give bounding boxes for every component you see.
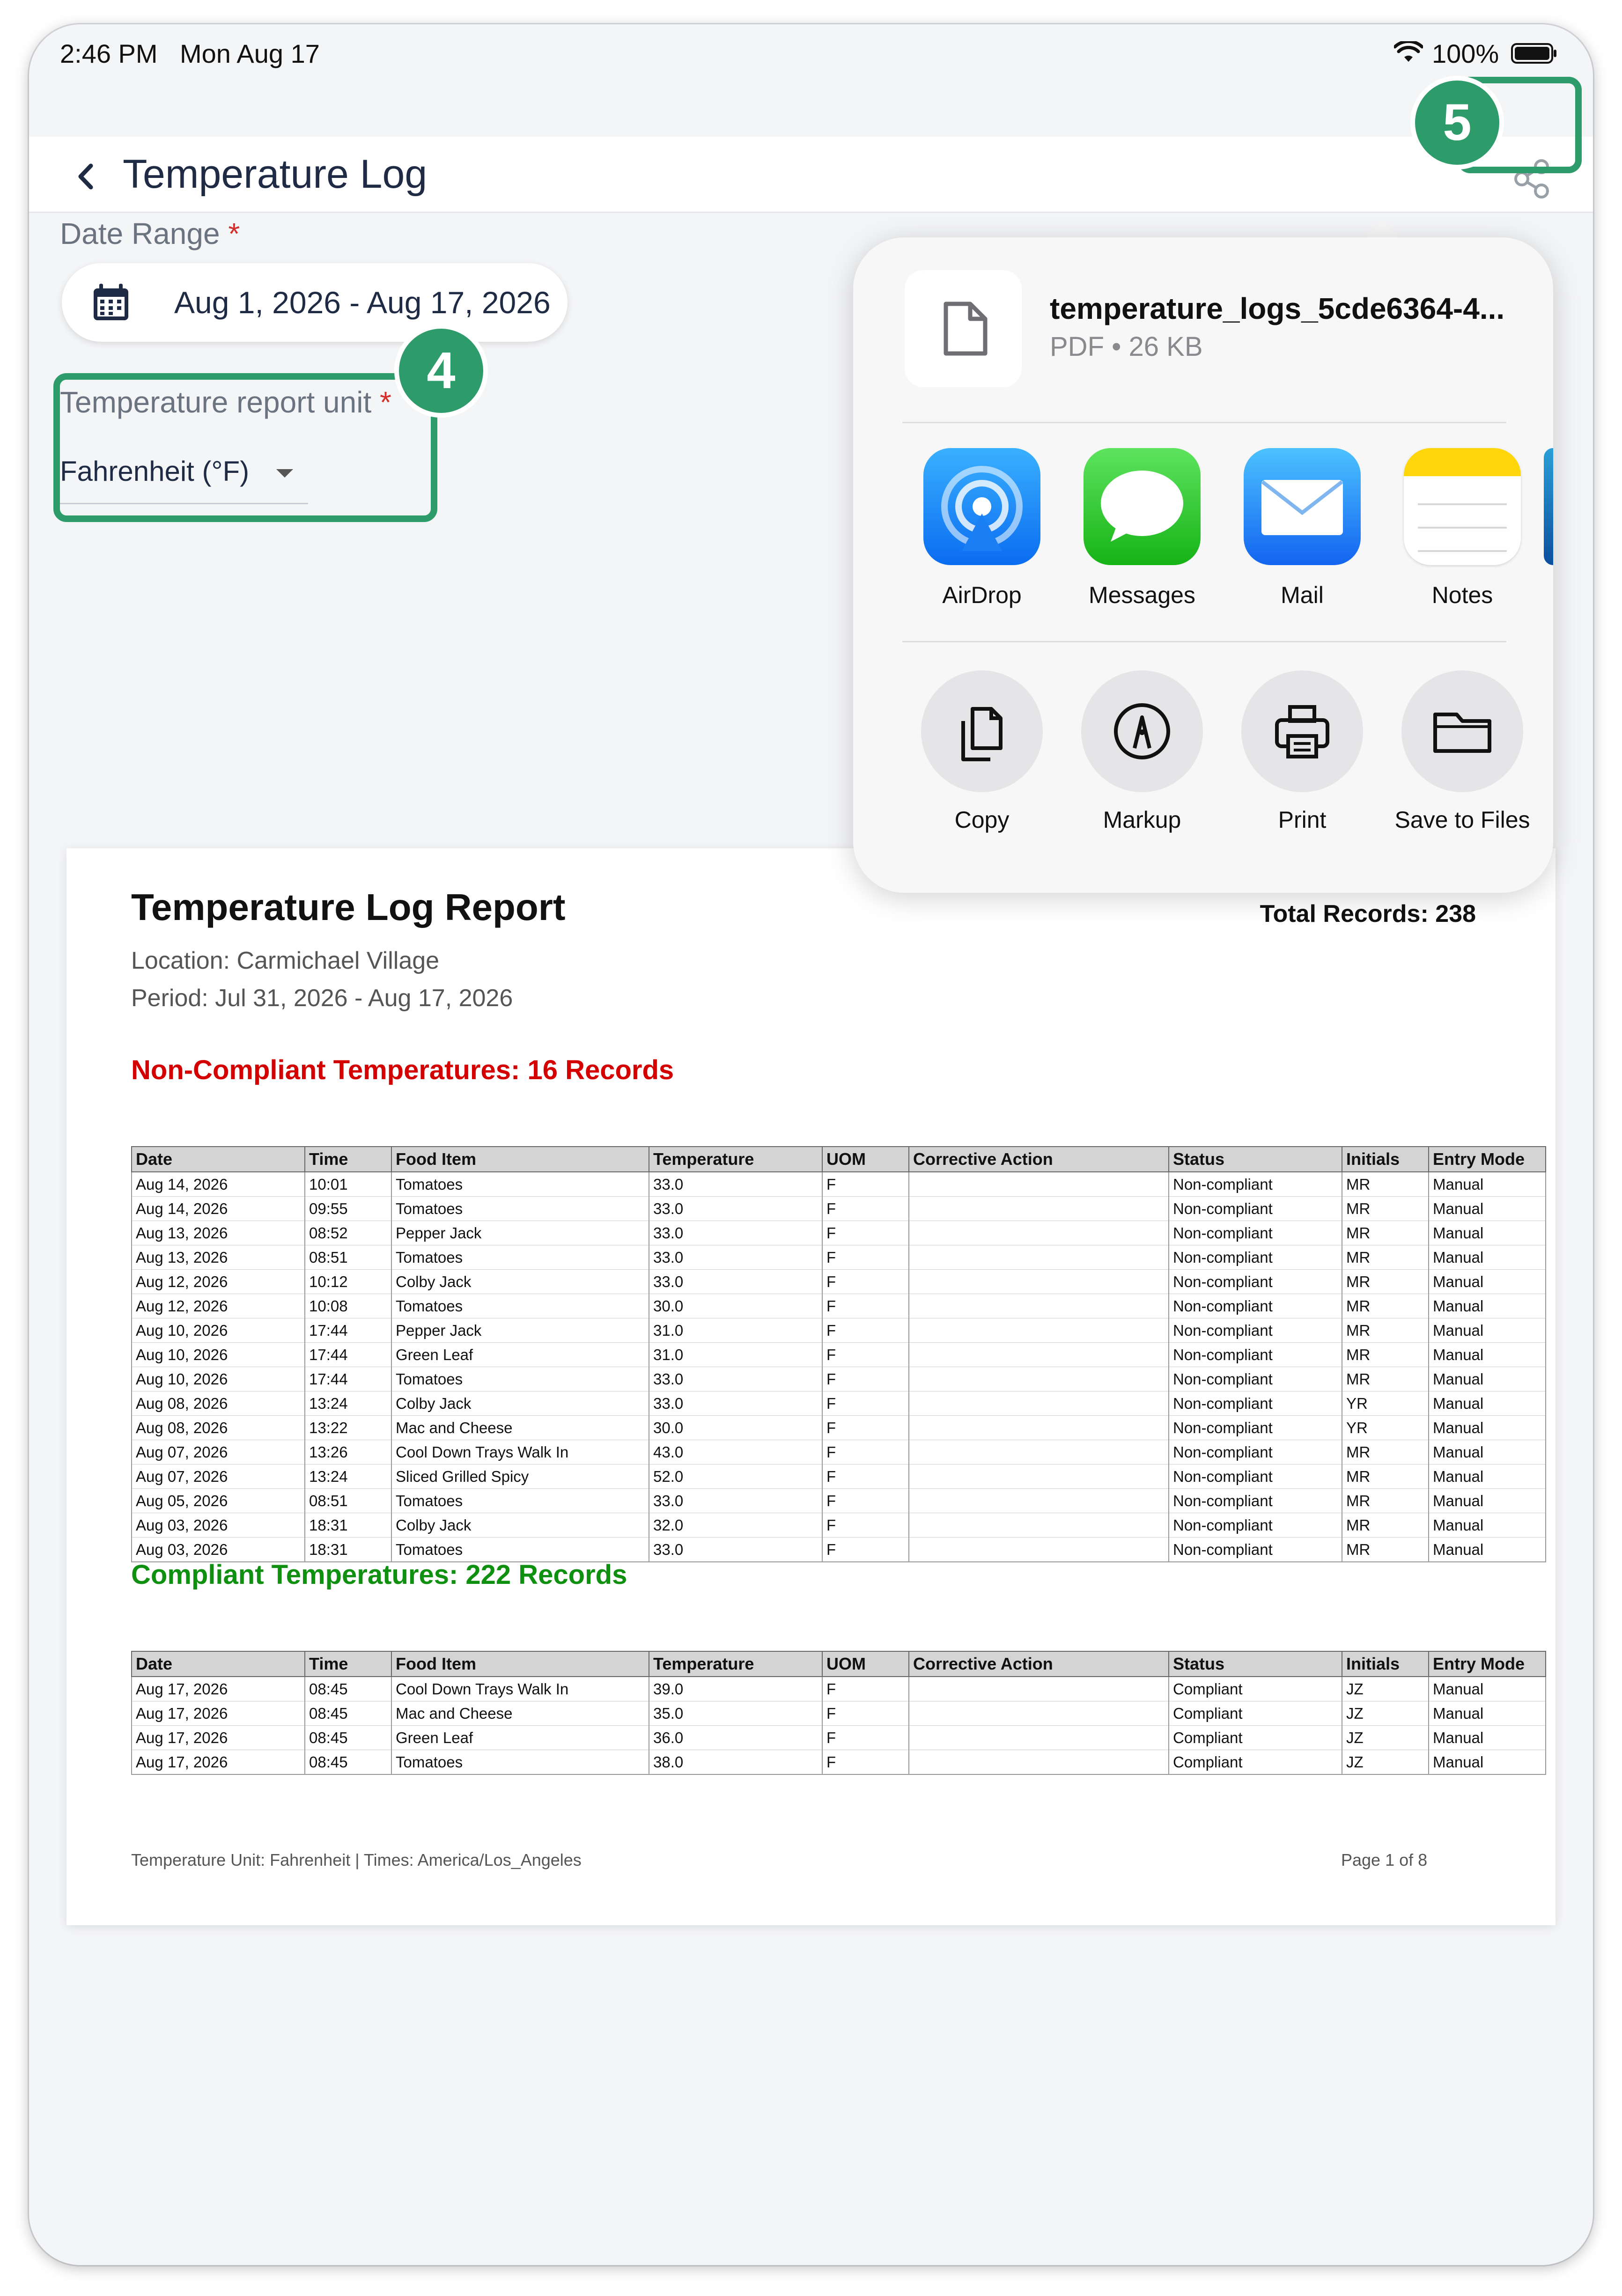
table-cell: MR: [1342, 1294, 1429, 1318]
table-cell: F: [822, 1538, 909, 1562]
share-action-label: Save to Files: [1394, 807, 1530, 833]
table-cell: F: [822, 1318, 909, 1343]
column-header: Temperature: [649, 1147, 822, 1172]
messages-icon: [1084, 448, 1201, 565]
table-row: [132, 1367, 1546, 1391]
table-row: [132, 1677, 1546, 1701]
table-cell: Aug 10, 2026: [132, 1343, 305, 1367]
table-row: [132, 1513, 1546, 1538]
report-footer-page: Page 1 of 8: [1341, 1850, 1428, 1869]
table-cell: [909, 1416, 1169, 1440]
mail-icon: [1244, 448, 1361, 565]
table-cell: Aug 17, 2026: [132, 1677, 305, 1701]
table-cell: F: [822, 1464, 909, 1489]
table-cell: 39.0: [649, 1677, 822, 1701]
table-cell: MR: [1342, 1513, 1429, 1538]
table-cell: Pepper Jack: [391, 1318, 649, 1343]
table-cell: Manual: [1429, 1726, 1546, 1750]
table-cell: Non-compliant: [1169, 1245, 1342, 1270]
table-cell: [909, 1367, 1169, 1391]
table-cell: 33.0: [649, 1270, 822, 1294]
table-cell: [909, 1318, 1169, 1343]
table-row: [132, 1750, 1546, 1775]
table-cell: [909, 1245, 1169, 1270]
table-cell: 33.0: [649, 1197, 822, 1221]
table-cell: Tomatoes: [391, 1245, 649, 1270]
table-cell: 17:44: [305, 1318, 391, 1343]
table-cell: Green Leaf: [391, 1726, 649, 1750]
table-cell: Aug 07, 2026: [132, 1464, 305, 1489]
table-row: [132, 1538, 1546, 1562]
callout-box-unit: [53, 373, 437, 522]
table-cell: JZ: [1342, 1726, 1429, 1750]
table-cell: F: [822, 1489, 909, 1513]
table-cell: Manual: [1429, 1318, 1546, 1343]
airdrop-icon: [923, 448, 1040, 565]
table-cell: MR: [1342, 1270, 1429, 1294]
table-cell: Non-compliant: [1169, 1367, 1342, 1391]
table-cell: [909, 1726, 1169, 1750]
table-cell: Aug 05, 2026: [132, 1489, 305, 1513]
table-cell: Cool Down Trays Walk In: [391, 1677, 649, 1701]
table-cell: Non-compliant: [1169, 1513, 1342, 1538]
table-cell: 13:22: [305, 1416, 391, 1440]
table-cell: YR: [1342, 1391, 1429, 1416]
table-cell: Non-compliant: [1169, 1172, 1342, 1197]
table-cell: Non-compliant: [1169, 1294, 1342, 1318]
table-cell: Compliant: [1169, 1701, 1342, 1726]
table-cell: 18:31: [305, 1513, 391, 1538]
table-cell: 31.0: [649, 1343, 822, 1367]
share-action-label: Print: [1278, 807, 1327, 833]
share-app-messages[interactable]: [1062, 448, 1222, 626]
share-sheet: [853, 237, 1553, 893]
table-row: [132, 1294, 1546, 1318]
table-cell: Manual: [1429, 1391, 1546, 1416]
table-cell: Tomatoes: [391, 1538, 649, 1562]
chevron-left-icon: [66, 155, 109, 198]
notes-icon: [1404, 448, 1521, 565]
table-cell: Aug 12, 2026: [132, 1294, 305, 1318]
table-cell: Non-compliant: [1169, 1440, 1342, 1464]
table-cell: Manual: [1429, 1221, 1546, 1245]
share-action-markup[interactable]: [1062, 670, 1222, 848]
table-cell: F: [822, 1750, 909, 1775]
folder-icon: [1401, 670, 1523, 792]
table-cell: 10:08: [305, 1294, 391, 1318]
table-cell: Mac and Cheese: [391, 1416, 649, 1440]
table-cell: F: [822, 1221, 909, 1245]
column-header: Corrective Action: [909, 1147, 1169, 1172]
table-cell: Tomatoes: [391, 1750, 649, 1775]
date-range-picker[interactable]: [62, 263, 568, 342]
noncompliant-table: [131, 1146, 1546, 1562]
table-cell: YR: [1342, 1416, 1429, 1440]
table-cell: 10:12: [305, 1270, 391, 1294]
report-total-records: Total Records: 238: [1260, 900, 1476, 927]
table-cell: Manual: [1429, 1416, 1546, 1440]
required-mark: *: [380, 385, 391, 419]
column-header: Entry Mode: [1429, 1147, 1546, 1172]
table-cell: MR: [1342, 1197, 1429, 1221]
table-row: [132, 1197, 1546, 1221]
column-header: UOM: [822, 1147, 909, 1172]
table-cell: [909, 1513, 1169, 1538]
table-cell: 33.0: [649, 1538, 822, 1562]
table-cell: Aug 08, 2026: [132, 1416, 305, 1440]
table-cell: F: [822, 1343, 909, 1367]
table-cell: 08:51: [305, 1489, 391, 1513]
table-cell: Aug 14, 2026: [132, 1172, 305, 1197]
share-app-label: AirDrop: [942, 582, 1022, 608]
table-cell: [909, 1538, 1169, 1562]
ipad-frame: [29, 24, 1593, 2265]
table-cell: 35.0: [649, 1701, 822, 1726]
share-app-label: Mail: [1281, 582, 1324, 608]
table-cell: Colby Jack: [391, 1513, 649, 1538]
table-cell: Manual: [1429, 1750, 1546, 1775]
table-cell: 18:31: [305, 1538, 391, 1562]
table-cell: Non-compliant: [1169, 1391, 1342, 1416]
table-cell: 33.0: [649, 1367, 822, 1391]
share-app-label: Notes: [1431, 582, 1493, 608]
table-cell: [909, 1440, 1169, 1464]
table-cell: [909, 1294, 1169, 1318]
wifi-icon: [1394, 41, 1423, 64]
file-meta: PDF • 26 KB: [1050, 331, 1203, 362]
table-cell: JZ: [1342, 1750, 1429, 1775]
table-cell: MR: [1342, 1318, 1429, 1343]
table-cell: Aug 17, 2026: [132, 1701, 305, 1726]
table-cell: MR: [1342, 1367, 1429, 1391]
noncompliant-section-title: Non-Compliant Temperatures: 16 Records: [131, 1055, 674, 1085]
table-cell: 43.0: [649, 1440, 822, 1464]
column-header: Date: [132, 1651, 305, 1677]
unit-dropdown-value: Fahrenheit (°F): [60, 456, 250, 487]
table-cell: 10:01: [305, 1172, 391, 1197]
share-action-copy[interactable]: [902, 670, 1062, 848]
callout-badge-share: 5: [1415, 81, 1499, 165]
table-cell: 13:26: [305, 1440, 391, 1464]
column-header: Initials: [1342, 1651, 1429, 1677]
table-cell: MR: [1342, 1343, 1429, 1367]
table-cell: [909, 1701, 1169, 1726]
table-cell: 31.0: [649, 1318, 822, 1343]
table-cell: Aug 07, 2026: [132, 1440, 305, 1464]
table-cell: [909, 1464, 1169, 1489]
table-cell: Manual: [1429, 1197, 1546, 1221]
share-action-print[interactable]: [1223, 670, 1382, 848]
share-divider: [902, 641, 1506, 642]
table-cell: F: [822, 1367, 909, 1391]
column-header: Status: [1169, 1147, 1342, 1172]
table-cell: Tomatoes: [391, 1197, 649, 1221]
table-cell: F: [822, 1245, 909, 1270]
table-row: [132, 1270, 1546, 1294]
table-cell: Manual: [1429, 1701, 1546, 1726]
table-cell: Non-compliant: [1169, 1464, 1342, 1489]
table-cell: Pepper Jack: [391, 1221, 649, 1245]
table-cell: F: [822, 1440, 909, 1464]
table-cell: Colby Jack: [391, 1270, 649, 1294]
table-cell: JZ: [1342, 1701, 1429, 1726]
table-cell: F: [822, 1294, 909, 1318]
required-mark: *: [228, 217, 240, 250]
table-cell: Manual: [1429, 1513, 1546, 1538]
column-header: Date: [132, 1147, 305, 1172]
table-cell: Manual: [1429, 1677, 1546, 1701]
file-thumbnail: [905, 270, 1022, 387]
share-app-partial[interactable]: [1544, 448, 1553, 565]
table-row: [132, 1489, 1546, 1513]
table-cell: Manual: [1429, 1245, 1546, 1270]
copy-icon: [921, 670, 1043, 792]
share-action-label: Copy: [954, 807, 1010, 833]
table-cell: Green Leaf: [391, 1343, 649, 1367]
table-cell: 52.0: [649, 1464, 822, 1489]
column-header: Time: [305, 1651, 391, 1677]
table-cell: 08:45: [305, 1726, 391, 1750]
table-cell: F: [822, 1172, 909, 1197]
table-cell: 33.0: [649, 1489, 822, 1513]
table-cell: Aug 10, 2026: [132, 1318, 305, 1343]
report-title: Temperature Log Report: [131, 886, 566, 928]
table-cell: [909, 1221, 1169, 1245]
table-cell: Non-compliant: [1169, 1318, 1342, 1343]
table-cell: Manual: [1429, 1172, 1546, 1197]
status-time: 2:46 PM: [60, 39, 158, 68]
table-cell: [909, 1270, 1169, 1294]
table-cell: 17:44: [305, 1367, 391, 1391]
table-cell: Non-compliant: [1169, 1197, 1342, 1221]
table-cell: 08:51: [305, 1245, 391, 1270]
date-range-value: Aug 1, 2026 - Aug 17, 2026: [174, 285, 551, 320]
table-cell: Aug 13, 2026: [132, 1245, 305, 1270]
table-cell: Sliced Grilled Spicy: [391, 1464, 649, 1489]
table-cell: Compliant: [1169, 1726, 1342, 1750]
share-app-label: Messages: [1089, 582, 1195, 608]
table-cell: 33.0: [649, 1172, 822, 1197]
file-name: temperature_logs_5cde6364-4...: [1050, 292, 1505, 325]
table-cell: Aug 13, 2026: [132, 1221, 305, 1245]
table-cell: F: [822, 1726, 909, 1750]
table-cell: Compliant: [1169, 1750, 1342, 1775]
table-cell: Aug 17, 2026: [132, 1726, 305, 1750]
table-cell: 08:45: [305, 1750, 391, 1775]
table-cell: 38.0: [649, 1750, 822, 1775]
table-row: [132, 1726, 1546, 1750]
markup-icon: [1081, 670, 1203, 792]
table-row: [132, 1221, 1546, 1245]
table-row: [132, 1440, 1546, 1464]
print-icon: [1241, 670, 1363, 792]
table-cell: MR: [1342, 1221, 1429, 1245]
table-cell: Tomatoes: [391, 1294, 649, 1318]
table-cell: 17:44: [305, 1343, 391, 1367]
table-cell: Manual: [1429, 1367, 1546, 1391]
table-cell: [909, 1197, 1169, 1221]
table-cell: Aug 10, 2026: [132, 1367, 305, 1391]
table-row: [132, 1172, 1546, 1197]
table-cell: JZ: [1342, 1677, 1429, 1701]
table-cell: Cool Down Trays Walk In: [391, 1440, 649, 1464]
table-cell: Tomatoes: [391, 1172, 649, 1197]
battery-percent: 100%: [1432, 39, 1499, 68]
table-cell: 08:52: [305, 1221, 391, 1245]
page-title: Temperature Log: [123, 152, 428, 197]
table-cell: 09:55: [305, 1197, 391, 1221]
table-cell: Manual: [1429, 1489, 1546, 1513]
table-cell: MR: [1342, 1489, 1429, 1513]
table-cell: 36.0: [649, 1726, 822, 1750]
table-cell: Aug 12, 2026: [132, 1270, 305, 1294]
calendar-icon: [90, 282, 132, 324]
status-date: Mon Aug 17: [180, 39, 320, 68]
table-cell: MR: [1342, 1245, 1429, 1270]
table-row: [132, 1464, 1546, 1489]
table-cell: Compliant: [1169, 1677, 1342, 1701]
table-cell: F: [822, 1391, 909, 1416]
document-icon: [905, 270, 1022, 387]
table-cell: Aug 03, 2026: [132, 1513, 305, 1538]
table-row: [132, 1245, 1546, 1270]
table-cell: F: [822, 1197, 909, 1221]
table-cell: Manual: [1429, 1464, 1546, 1489]
column-header: Entry Mode: [1429, 1651, 1546, 1677]
table-cell: Tomatoes: [391, 1367, 649, 1391]
table-row: [132, 1318, 1546, 1343]
table-cell: [909, 1391, 1169, 1416]
battery-icon: [1511, 42, 1558, 65]
table-cell: Manual: [1429, 1343, 1546, 1367]
column-header: Time: [305, 1147, 391, 1172]
table-cell: Non-compliant: [1169, 1538, 1342, 1562]
table-cell: 32.0: [649, 1513, 822, 1538]
table-cell: [909, 1677, 1169, 1701]
table-cell: 08:45: [305, 1701, 391, 1726]
column-header: Initials: [1342, 1147, 1429, 1172]
table-cell: Aug 14, 2026: [132, 1197, 305, 1221]
table-cell: Aug 08, 2026: [132, 1391, 305, 1416]
callout-badge-unit: 4: [399, 329, 483, 413]
app-header: [29, 137, 1593, 213]
table-cell: Manual: [1429, 1270, 1546, 1294]
table-cell: Manual: [1429, 1440, 1546, 1464]
table-cell: [909, 1750, 1169, 1775]
table-cell: Manual: [1429, 1538, 1546, 1562]
share-action-save-files[interactable]: [1383, 670, 1542, 848]
table-cell: F: [822, 1677, 909, 1701]
date-range-label: Date Range *: [60, 217, 240, 250]
table-cell: [909, 1172, 1169, 1197]
table-cell: 33.0: [649, 1391, 822, 1416]
table-cell: 13:24: [305, 1464, 391, 1489]
table-row: [132, 1416, 1546, 1440]
unit-label: Temperature report unit *: [60, 385, 391, 419]
table-cell: MR: [1342, 1464, 1429, 1489]
table-cell: Aug 03, 2026: [132, 1538, 305, 1562]
table-cell: Colby Jack: [391, 1391, 649, 1416]
table-cell: Non-compliant: [1169, 1416, 1342, 1440]
table-cell: Non-compliant: [1169, 1221, 1342, 1245]
table-cell: Manual: [1429, 1294, 1546, 1318]
table-cell: F: [822, 1513, 909, 1538]
table-cell: F: [822, 1270, 909, 1294]
column-header: UOM: [822, 1651, 909, 1677]
table-cell: MR: [1342, 1538, 1429, 1562]
table-cell: F: [822, 1701, 909, 1726]
report-preview: [66, 848, 1556, 1925]
report-footer-left: Temperature Unit: Fahrenheit | Times: America/Los_Angeles: [131, 1850, 582, 1869]
table-row: [132, 1343, 1546, 1367]
column-header: Corrective Action: [909, 1651, 1169, 1677]
table-cell: 33.0: [649, 1245, 822, 1270]
table-cell: 13:24: [305, 1391, 391, 1416]
table-cell: 30.0: [649, 1294, 822, 1318]
table-row: [132, 1701, 1546, 1726]
table-cell: Non-compliant: [1169, 1489, 1342, 1513]
table-cell: Non-compliant: [1169, 1343, 1342, 1367]
table-cell: Aug 17, 2026: [132, 1750, 305, 1775]
table-cell: 33.0: [649, 1221, 822, 1245]
table-cell: [909, 1489, 1169, 1513]
share-action-label: Markup: [1103, 807, 1181, 833]
report-location: Location: Carmichael Village: [131, 947, 440, 974]
share-sheet-arrow: [1364, 220, 1401, 239]
table-cell: Tomatoes: [391, 1489, 649, 1513]
report-period: Period: Jul 31, 2026 - Aug 17, 2026: [131, 985, 513, 1012]
back-button[interactable]: [66, 155, 109, 198]
share-divider: [902, 422, 1506, 423]
table-cell: [909, 1343, 1169, 1367]
column-header: Food Item: [391, 1651, 649, 1677]
share-app-notes[interactable]: [1383, 448, 1542, 626]
table-cell: F: [822, 1416, 909, 1440]
compliant-table: [131, 1651, 1546, 1775]
column-header: Status: [1169, 1651, 1342, 1677]
table-cell: MR: [1342, 1440, 1429, 1464]
compliant-section-title: Compliant Temperatures: 222 Records: [131, 1560, 627, 1590]
column-header: Food Item: [391, 1147, 649, 1172]
table-cell: 08:45: [305, 1677, 391, 1701]
share-app-mail[interactable]: [1223, 448, 1382, 626]
table-cell: Mac and Cheese: [391, 1701, 649, 1726]
table-row: [132, 1391, 1546, 1416]
table-cell: MR: [1342, 1172, 1429, 1197]
table-cell: Non-compliant: [1169, 1270, 1342, 1294]
table-cell: 30.0: [649, 1416, 822, 1440]
column-header: Temperature: [649, 1651, 822, 1677]
share-app-airdrop[interactable]: [902, 448, 1062, 626]
